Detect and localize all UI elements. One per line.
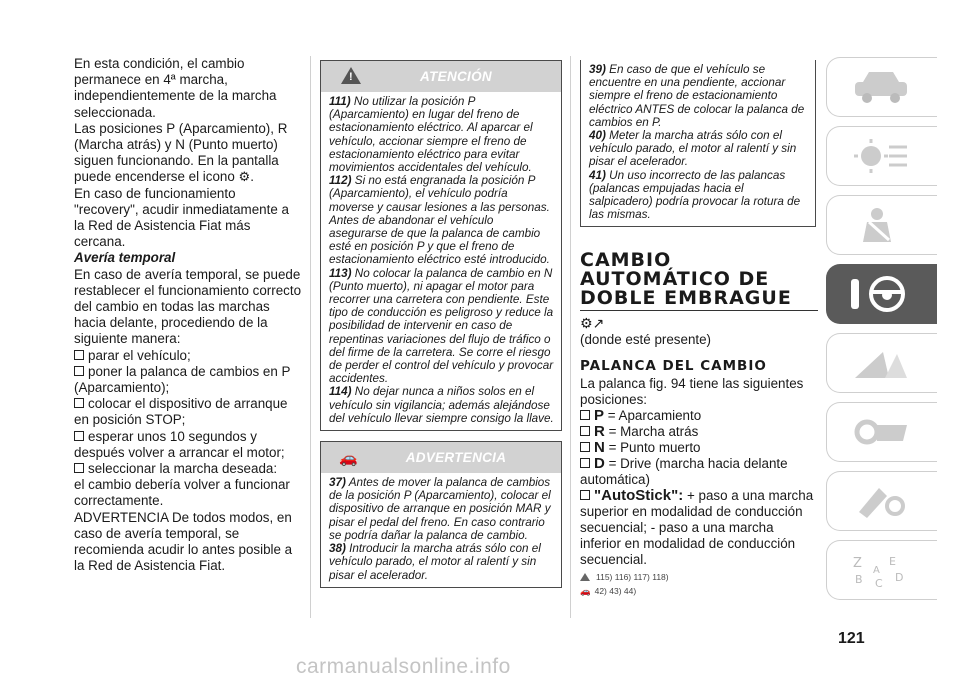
- position-letter: R: [594, 423, 605, 441]
- warning-item: [589, 63, 809, 129]
- position-letter: D: [594, 455, 605, 473]
- tab-index[interactable]: [826, 540, 937, 600]
- list-item: [74, 364, 302, 396]
- column-divider: [310, 56, 311, 618]
- paragraph-condition: En esta condición, el cambio permanece en 4ª marcha, independientemente de la marcha seleccionada.: [74, 56, 277, 120]
- gear-warning-icon: ⚙: [238, 169, 251, 185]
- attention-item: [329, 385, 555, 425]
- optional-note: [580, 315, 816, 348]
- steering-wheel-icon: [849, 275, 913, 313]
- list-item: [74, 429, 302, 461]
- item-number: 39): [589, 63, 606, 76]
- item-number: 112): [329, 174, 352, 188]
- attention-body: [321, 92, 561, 430]
- item-text: Introducir la marcha atrás sólo con el vehículo parado, el motor al ralentí y sin pisar el acelerador.: [329, 542, 541, 582]
- svg-text:C: C: [875, 577, 883, 589]
- item-number: 113): [329, 266, 352, 280]
- svg-text:A: A: [873, 565, 880, 576]
- item-text: Si no está engranada la posición P (Aparcamiento), el vehículo podría moverse y causar lesiones a las personas. Antes de abandonar el vehículo asegurarse de que la palanca de cambio esté en posición P y que el freno de estacionamiento eléctrico esté introducido.: [329, 174, 550, 267]
- warning-item: [329, 542, 555, 582]
- autostick-text: + paso a una marcha superior en modalidad de conducción secuencial; - paso a una marcha inferior en modalidad de conducción secuencial.: [580, 488, 814, 568]
- item-number: 114): [329, 385, 352, 399]
- warning-triangle-icon: !: [341, 67, 361, 84]
- tab-lights[interactable]: [826, 126, 937, 186]
- checkbox-bullet-icon: [580, 426, 590, 436]
- page-number: 121: [838, 630, 865, 647]
- warning-header: [321, 442, 561, 473]
- heading-temporary-fault: Avería temporal: [74, 250, 176, 266]
- paragraph-positions: [74, 121, 302, 186]
- watermark: carmanualsonline.info: [296, 655, 511, 678]
- paragraph-positions-end: .: [250, 169, 254, 185]
- section-title-line: DOBLE EMBRAGUE: [580, 287, 792, 310]
- list-item: [74, 348, 302, 364]
- list-item-text: seleccionar la marcha deseada:: [88, 461, 278, 477]
- position-text: = Marcha atrás: [608, 424, 699, 440]
- gearbox-icon: ⚙↗: [580, 315, 605, 332]
- warning-item: [589, 129, 809, 169]
- references-text: 42) 43) 44): [594, 586, 637, 597]
- item-number: 37): [329, 476, 346, 490]
- text-column-3: [580, 60, 816, 597]
- attention-header: [321, 61, 561, 92]
- list-item-text: parar el vehículo;: [88, 347, 191, 363]
- item-number: 38): [329, 542, 346, 556]
- tab-multimedia[interactable]: [826, 471, 937, 531]
- column-divider: [570, 56, 571, 618]
- list-item: [580, 424, 816, 440]
- paragraph-recovery: En caso de funcionamiento "recovery", acudir inmediatamente a la Red de Asistencia Fiat más cercana.: [74, 185, 289, 250]
- autostick-label: "AutoStick":: [594, 487, 684, 505]
- checkbox-bullet-icon: [74, 366, 84, 376]
- warning-road-icon: [849, 344, 913, 382]
- tab-steering[interactable]: [826, 264, 937, 324]
- section-title: [580, 251, 816, 311]
- checkbox-bullet-icon: [580, 442, 590, 452]
- warning-item: [329, 476, 555, 542]
- list-item-text: esperar unos 10 segundos y después volver a arrancar el motor;: [74, 428, 285, 460]
- section-title-line: AUTOMÁTICO DE: [580, 268, 770, 291]
- car-warning-icon: 🚗: [339, 450, 358, 468]
- warning-continued-box: [580, 60, 816, 227]
- checkbox-bullet-icon: [580, 490, 590, 500]
- item-number: 40): [589, 129, 606, 143]
- item-text: Un uso incorrecto de las palancas (palancas empujadas hacia el salpicadero) podría provocar la rotura de las mismas.: [589, 168, 801, 222]
- attention-title: ATENCIÓN: [420, 69, 492, 84]
- checkbox-bullet-icon: [74, 350, 84, 360]
- lever-intro: La palanca fig. 94 tiene las siguientes posiciones:: [580, 376, 804, 408]
- subsection-title: PALANCA DEL CAMBIO: [580, 358, 767, 375]
- position-letter: P: [594, 407, 605, 425]
- item-text: No dejar nunca a niños solos en el vehículo sin vigilancia; además alejándose del vehículo llevar siempre consigo la llave.: [329, 385, 554, 425]
- svg-text:B: B: [855, 573, 863, 586]
- text-column-1: [74, 56, 302, 575]
- car-warning-icon: 🚗: [580, 586, 591, 597]
- warning-continued-body: [581, 60, 815, 226]
- list-item: [74, 396, 302, 428]
- safety-icon: [849, 206, 913, 244]
- tab-warnings[interactable]: [826, 333, 937, 393]
- position-letter: N: [594, 439, 605, 457]
- warning-triangle-icon: [580, 573, 590, 581]
- warning-box: [320, 441, 562, 588]
- optional-note-text: (donde esté presente): [580, 332, 712, 348]
- attention-item: [329, 174, 555, 266]
- car-icon: [849, 68, 913, 106]
- section-title-line: CAMBIO: [580, 249, 672, 272]
- tab-car[interactable]: [826, 57, 937, 117]
- position-text: = Punto muerto: [608, 440, 701, 456]
- index-icon: [849, 551, 913, 589]
- references-warning: [580, 586, 816, 597]
- svg-text:D: D: [895, 571, 904, 584]
- item-text: Antes de mover la palanca de cambios de la posición P (Aparcamiento), colocar el dispositivo de arranque en posición MAR y pisar el pedal del freno. En caso contrario se podría dañar la palanca de cambio.: [329, 476, 551, 542]
- warning-body: [321, 473, 561, 587]
- paragraph-advice: ADVERTENCIA De todos modos, en caso de avería temporal, se recomienda acudir lo antes posible a la Red de Asistencia Fiat.: [74, 509, 293, 574]
- text-column-2: [320, 60, 562, 588]
- paragraph-temporary-fault: En caso de avería temporal, se puede restablecer el funcionamiento correcto del cambio en todas las marchas hacia delante, procediendo de la siguiente manera:: [74, 266, 302, 347]
- checkbox-bullet-icon: [580, 458, 590, 468]
- svg-text:Z: Z: [853, 556, 862, 571]
- list-item: [74, 461, 302, 477]
- tab-safety[interactable]: [826, 195, 937, 255]
- item-text: No colocar la palanca de cambio en N (Punto muerto), ni apagar el motor para recorrer una carretera con pendiente. Este tipo de conducción es peligroso y reduce la posibilidad de intervenir en caso de repentinas variaciones del flujo de tráfico o del firme de la carretera. Se corre el riesgo de perder el control del vehículo y provocar accidentes.: [329, 266, 554, 386]
- item-number: 111): [329, 95, 351, 108]
- checkbox-bullet-icon: [74, 398, 84, 408]
- tab-service[interactable]: [826, 402, 937, 462]
- checkbox-bullet-icon: [74, 431, 84, 441]
- list-item: [580, 440, 816, 456]
- position-text: = Aparcamiento: [607, 408, 702, 424]
- list-item: [580, 488, 816, 568]
- lights-icon: [849, 137, 913, 175]
- svg-text:E: E: [889, 555, 896, 568]
- references-attention: [580, 572, 816, 582]
- list-item-text: poner la palanca de cambios en P (Aparcamiento);: [74, 363, 291, 396]
- attention-box: [320, 60, 562, 431]
- multimedia-icon: [849, 482, 913, 520]
- item-text: Meter la marcha atrás sólo con el vehículo parado, el motor al ralentí y sin pisar el acelerador.: [589, 129, 797, 169]
- section-rule: [580, 310, 818, 311]
- attention-item: [329, 267, 555, 386]
- position-text: = Drive (marcha hacia delante automática): [580, 456, 788, 488]
- checkbox-bullet-icon: [74, 463, 84, 473]
- item-text: No utilizar la posición P (Aparcamiento) en lugar del freno de estacionamiento eléctrico. Al aparcar el vehículo, accionar siempre el freno de estacionamiento eléctrico para evitar movimientos accidentales del vehículo.: [329, 95, 533, 175]
- references-text: 115) 116) 117) 118): [596, 572, 669, 583]
- paragraph-result: el cambio debería volver a funcionar correctamente.: [74, 477, 290, 509]
- checkbox-bullet-icon: [580, 410, 590, 420]
- list-item: [580, 456, 816, 488]
- service-icon: [849, 413, 913, 451]
- list-item-text: colocar el dispositivo de arranque en posición STOP;: [74, 396, 288, 428]
- attention-item: [329, 95, 555, 174]
- item-number: 41): [589, 168, 606, 182]
- item-text: En caso de que el vehículo se encuentre en una pendiente, accionar siempre el freno de estacionamiento eléctrico ANTES de colocar la palanca de cambios en P.: [589, 63, 805, 129]
- chapter-sidebar: [826, 57, 936, 609]
- warning-item: [589, 169, 809, 222]
- warning-title: ADVERTENCIA: [405, 450, 507, 466]
- list-item: [580, 408, 816, 424]
- lever-description: [580, 376, 816, 568]
- paragraph-positions-text: Las posiciones P (Aparcamiento), R (Marcha atrás) y N (Punto muerto) siguen funcionando. En la pantalla puede encenderse el icono: [74, 120, 288, 185]
